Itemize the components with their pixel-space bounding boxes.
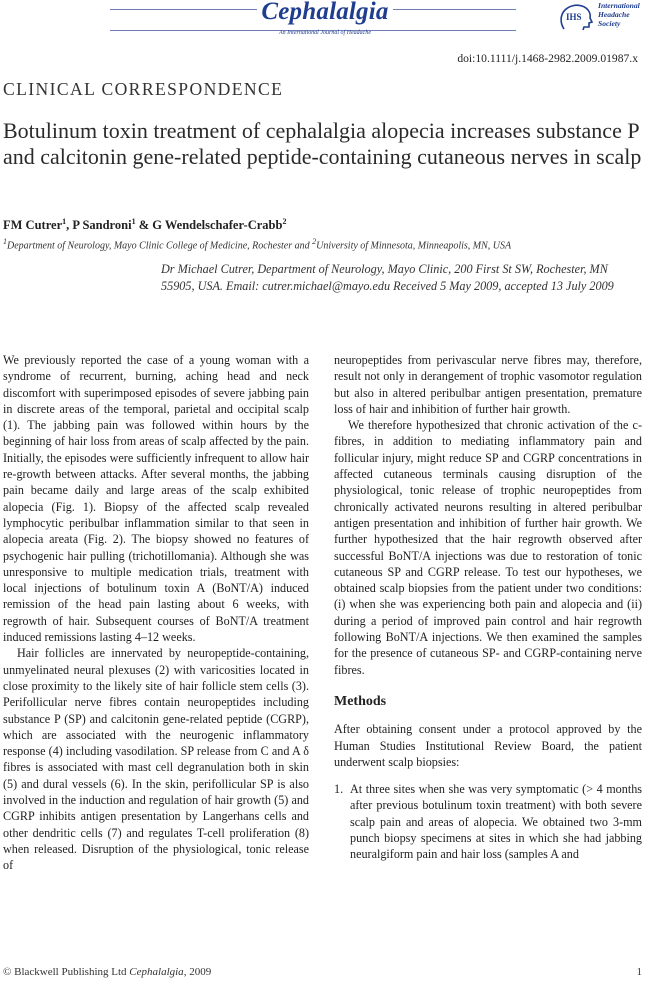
paragraph: Hair follicles are innervated by neuropeptide-containing, unmyelinated neural plexuses (2) with varicosities located in close proximity to the likely site of hair follicle stem cells (3). Perifollicular nerve fibres contain neuropeptides including substance P (SP) and calcitonin gene-related peptide (CGRP), which are associated with the neurogenic inflammatory response (4) including vasodilation. SP release from C and A δ fibres is associated with mast cell degranulation both in skin (5) and dural vessels (6). In the skin, perifollicular SP is also involved in the induction and regulation of hair growth (5) and CGRP inhibits antigen presentation by Langerhans cells and other dendritic cells (7) and regulates T-cell proliferation (8) when released. Disruption of the physiological, tonic release of	[3, 646, 309, 873]
society-name: International Headache Society	[598, 1, 640, 28]
body-column-left	[3, 352, 309, 874]
article-title: Botulinum toxin treatment of cephalalgia alopecia increases substance P and calcitonin gene-related peptide-containing cutaneous nerves in scalp	[3, 118, 642, 169]
correspondence-note: Dr Michael Cutrer, Department of Neurology, Mayo Clinic, 200 First St SW, Rochester, MN 55905, USA. Email: cutrer.michael@mayo.edu Received 5 May 2009, accepted 13 July 2009	[161, 262, 614, 293]
doi[interactable]: doi:10.1111/j.1468-2982.2009.01987.x	[457, 52, 638, 65]
paragraph: We previously reported the case of a young woman with a syndrome of recurrent, burning, aching head and neck discomfort with superimposed episodes of severe jabbing pain in discrete areas of the temporal, parietal and occipital scalp (1). The jabbing pain was followed within hours by the beginning of hair loss from areas of scalp affected by the pain. Initially, the episodes were sufficiently infrequent to allow hair re-growth between attacks. After several months, the jabbing pain became daily and large areas of the scalp exhibited alopecia (Fig. 1). Biopsy of the affected scalp revealed lymphocytic peribulbar inflammation similar to that seen in alopecia areata (Fig. 2). The biopsy showed no features of psychogenic hair pulling (trichotillomania). Although she was unresponsive to multiple medication trials, treatment with local injections of botulinum toxin A (BoNT/A) induced remission of the head pain lasting about 6 weeks, with regrowth of hair. Subsequent courses of BoNT/A treatment induced remissions lasting 4–12 weeks.	[3, 353, 309, 645]
copyright-footer: © Blackwell Publishing Ltd Cephalalgia, 2009	[3, 966, 212, 978]
svg-text:IHS: IHS	[566, 12, 582, 22]
author-list: FM Cutrer$^1$, P Sandroni$^1$ & G Wendelschafer-Crabb$^2$	[3, 217, 287, 233]
body-column-right	[334, 352, 642, 863]
journal-subtitle: An International Journal of Headache	[279, 30, 371, 36]
methods-heading: Methods	[334, 693, 387, 709]
author-name: G Wendelschafer-Crabb	[152, 218, 283, 233]
list-item: 1. At three sites when she was very symptomatic (> 4 months after previous botulinum toxin treatment) with both severe scalp pain and areas of alopecia. We obtained two 3-mm punch biopsy specimens at sites in which she had jabbing neuralgiform pain and hair loss (samples A and	[334, 782, 642, 862]
author-name: P Sandroni	[72, 218, 132, 233]
page-number: 1	[636, 966, 642, 978]
section-heading: CLINICAL CORRESPONDENCE	[3, 79, 284, 99]
affiliations: $^1$Department of Neurology, Mayo Clinic College of Medicine, Rochester and $^2$University of Minnesota, Minneapolis, MN, USA	[3, 237, 512, 252]
paragraph: neuropeptides from perivascular nerve fibres may, therefore, result not only in derangement of trophic vasomotor regulation but also in altered peribulbar antigen presentation, premature loss of hair and inhibition of further hair growth.	[334, 353, 642, 416]
journal-title: Cephalalgia	[0, 0, 650, 26]
paragraph: We therefore hypothesized that chronic activation of the c-fibres, in addition to mediating inflammatory pain and follicular injury, might reduce SP and CGRP concentrations in affected cutaneous terminals causing disruption of the physiological, tonic release of trophic neuropeptides from chronically activated neurons resulting in altered peribulbar antigen presentation and inhibition of further hair growth. We further hypothesized that the hair regrowth observed after successful BoNT/A injections was due to restoration of tonic cutaneous SP and CGRP release. To test our hypotheses, we obtained scalp biopsies from the patient under two conditions: (i) when she was experiencing both pain and alopecia and (ii) during a period of improved pain control and hair regrowth following BoNT/A injections. We then examined the samples for the presence of cutaneous SP- and CGRP-containing nerve fibres.	[334, 418, 642, 677]
author-name: FM Cutrer	[3, 218, 63, 233]
paragraph: After obtaining consent under a protocol approved by the Human Studies Institutional Review Board, the patient underwent scalp biopsies:	[334, 722, 642, 769]
ihs-logo-icon	[556, 1, 596, 31]
